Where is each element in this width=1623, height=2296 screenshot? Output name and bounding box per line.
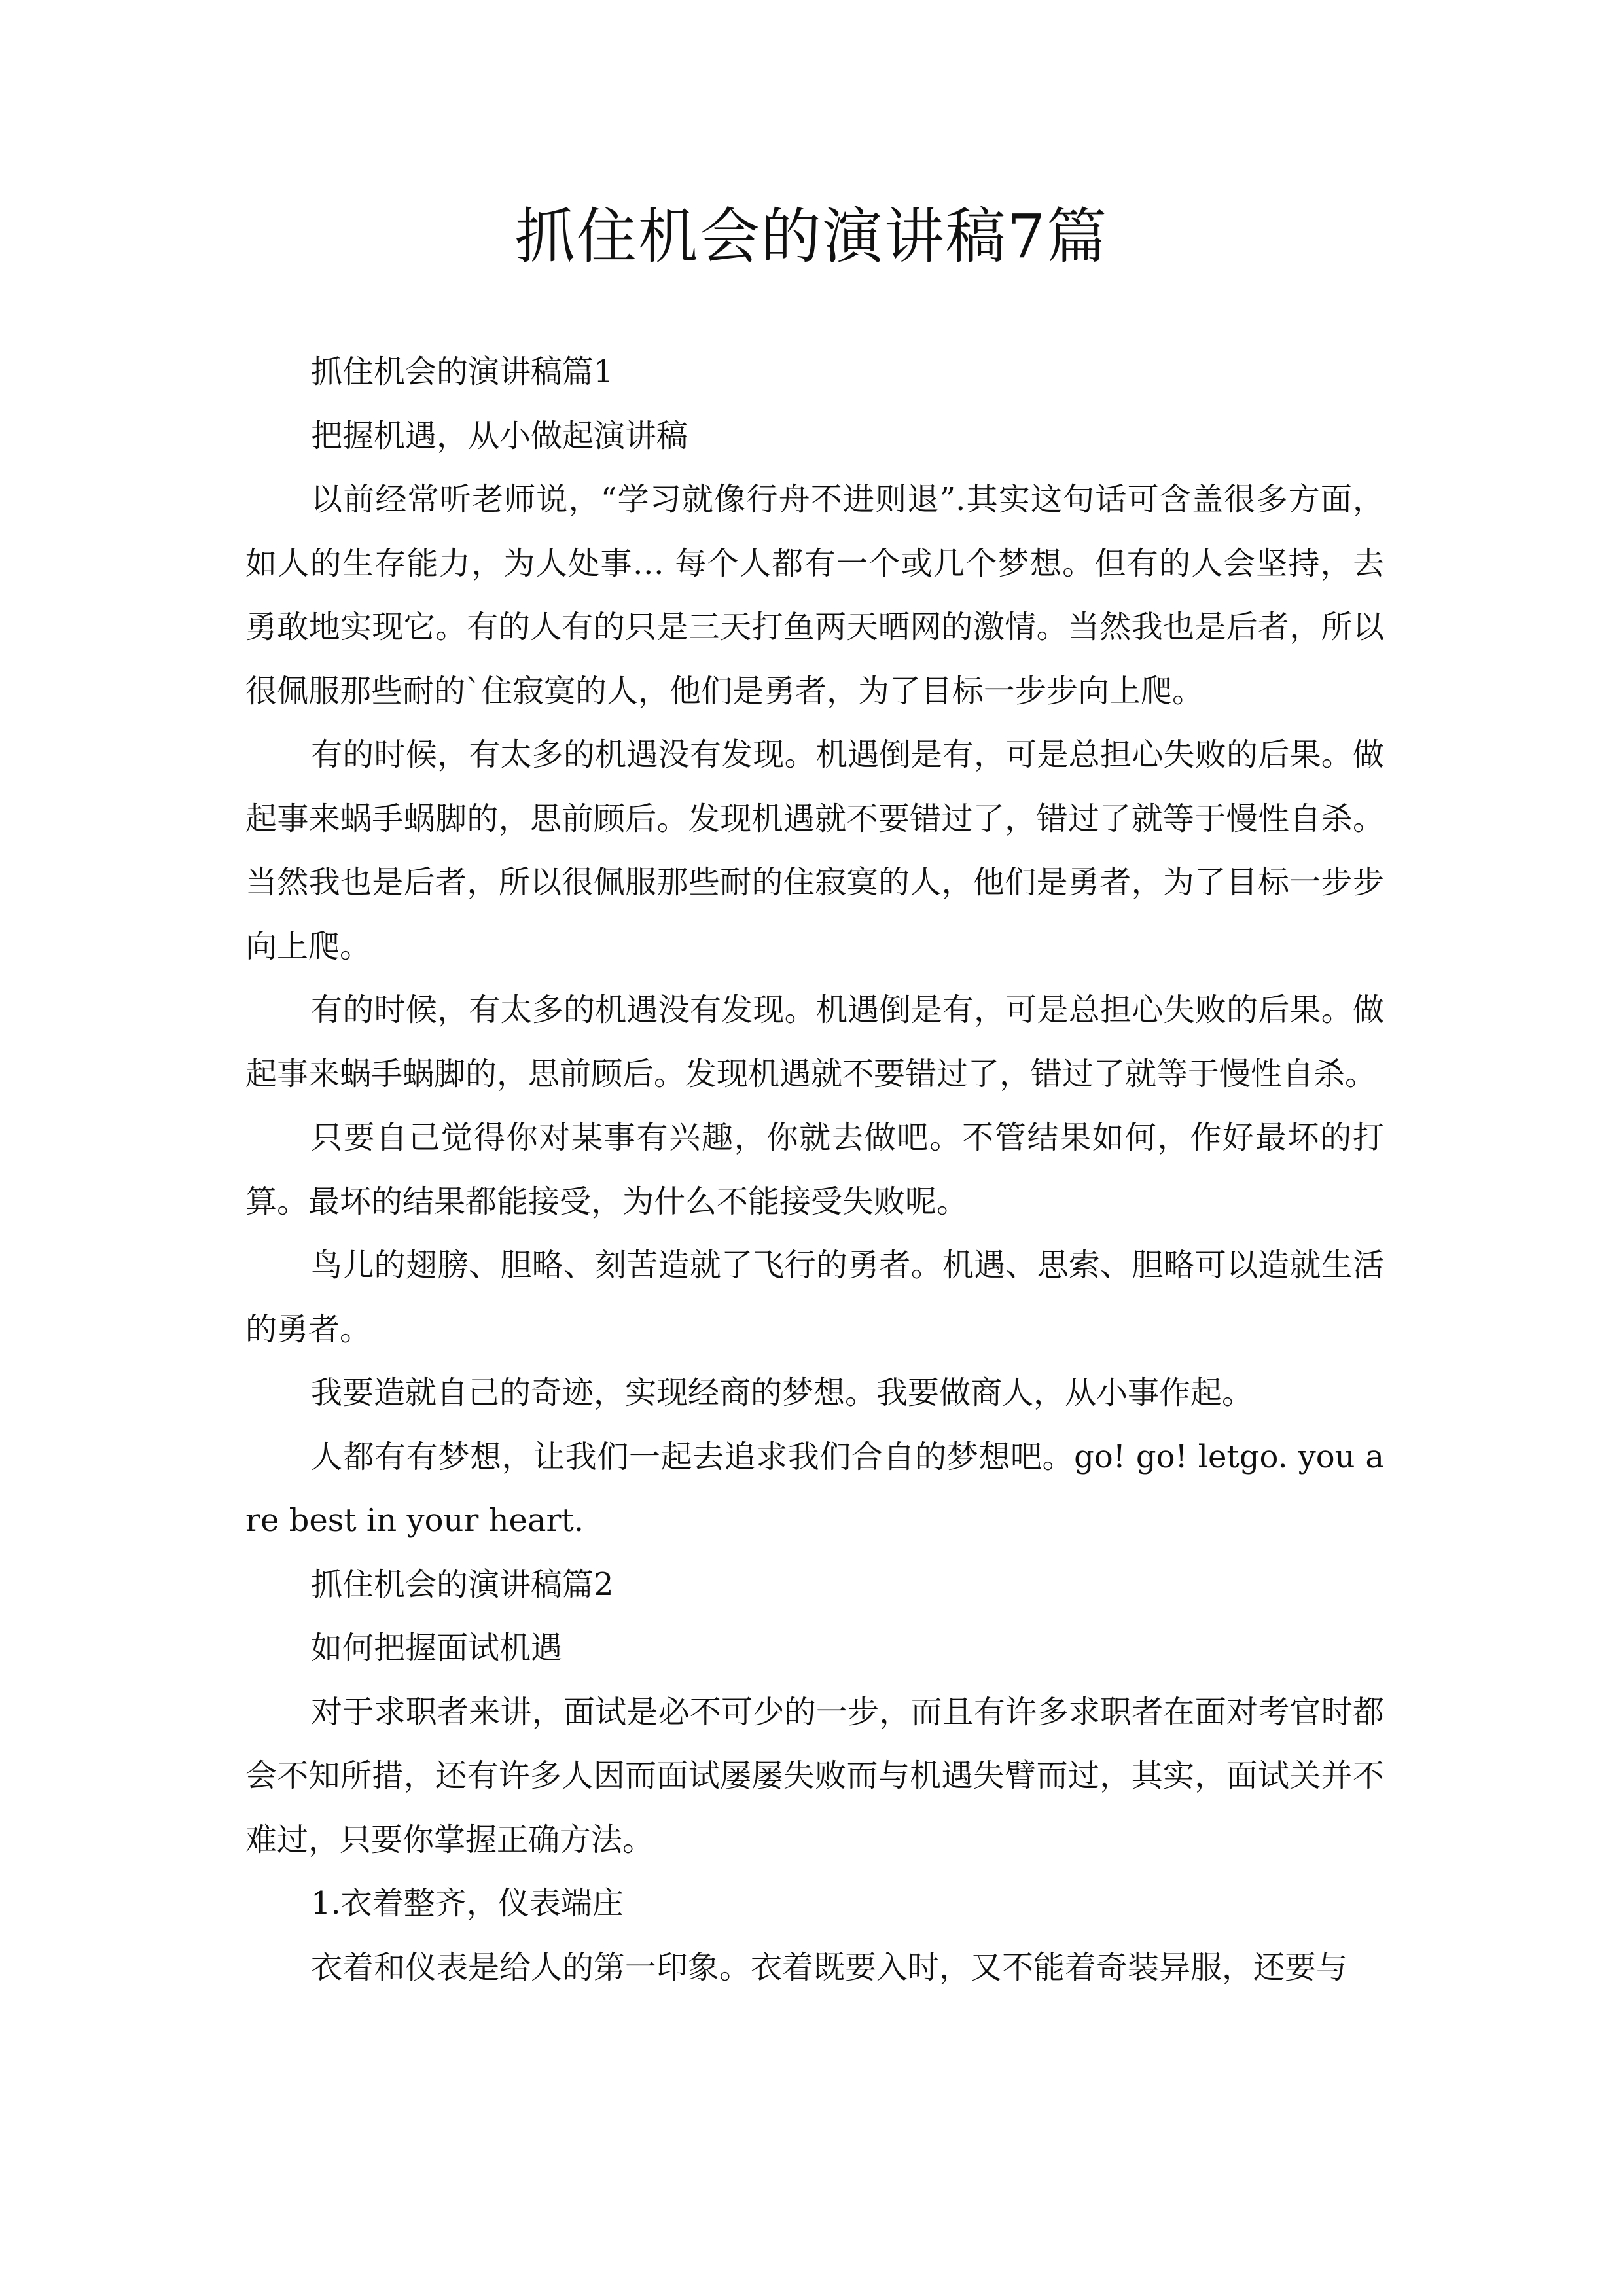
body-paragraph: 只要自己觉得你对某事有兴趣，你就去做吧。不管结果如何，作好最坏的打算。最坏的结果都能接受，为什么不能接受失败呢。 <box>245 1119 1384 1220</box>
body-paragraph: 人都有有梦想，让我们一起去追求我们合自的梦想吧。go! go! letgo. you are best in your heart. <box>245 1438 1384 1539</box>
body-paragraph: 以前经常听老师说，“学习就像行舟不进则退”.其实这句话可含盖很多方面，如人的生存能力，为人处事… 每个人都有一个或几个梦想。但有的人会坚持，去勇敢地实现它。有的人有的只是三天打鱼两天晒网的激情。当然我也是后者，所以很佩服那些耐的`住寂寞的人，他们是勇者，为了目标一步步向上爬。 <box>245 481 1384 709</box>
body-paragraph: 鸟儿的翅膀、胆略、刻苦造就了飞行的勇者。机遇、思索、胆略可以造就生活的勇者。 <box>245 1247 1384 1348</box>
body-paragraph: 有的时候，有太多的机遇没有发现。机遇倒是有，可是总担心失败的后果。做起事来蜗手蜗脚的，思前顾后。发现机遇就不要错过了，错过了就等于慢性自杀。 <box>245 992 1384 1092</box>
section-heading: 抓住机会的演讲稿篇1 <box>311 353 614 390</box>
section-heading: 抓住机会的演讲稿篇2 <box>311 1566 614 1603</box>
body-paragraph: 我要造就自己的奇迹，实现经商的梦想。我要做商人，从小事作起。 <box>311 1374 1254 1411</box>
body-paragraph: 衣着和仪表是给人的第一印象。衣着既要入时，又不能着奇装异服，还要与 <box>311 1948 1348 1986</box>
body-paragraph: 对于求职者来讲，面试是必不可少的一步，而且有许多求职者在面对考官时都会不知所措，还有许多人因而面试屡屡失败而与机遇失臂而过，其实，面试关并不难过，只要你掌握正确方法。 <box>245 1693 1384 1858</box>
speech-title: 如何把握面试机遇 <box>311 1630 563 1666</box>
document-body <box>245 340 1384 2000</box>
list-item-heading: 1.衣着整齐，仪表端庄 <box>311 1885 624 1922</box>
body-paragraph: 有的时候，有太多的机遇没有发现。机遇倒是有，可是总担心失败的后果。做起事来蜗手蜗脚的，思前顾后。发现机遇就不要错过了，错过了就等于慢性自杀。当然我也是后者，所以很佩服那些耐的住寂寞的人，他们是勇者，为了目标一步步向上爬。 <box>245 736 1384 965</box>
speech-title: 把握机遇，从小做起演讲稿 <box>311 417 688 454</box>
document-title: 抓住机会的演讲稿7篇 <box>514 202 1109 272</box>
